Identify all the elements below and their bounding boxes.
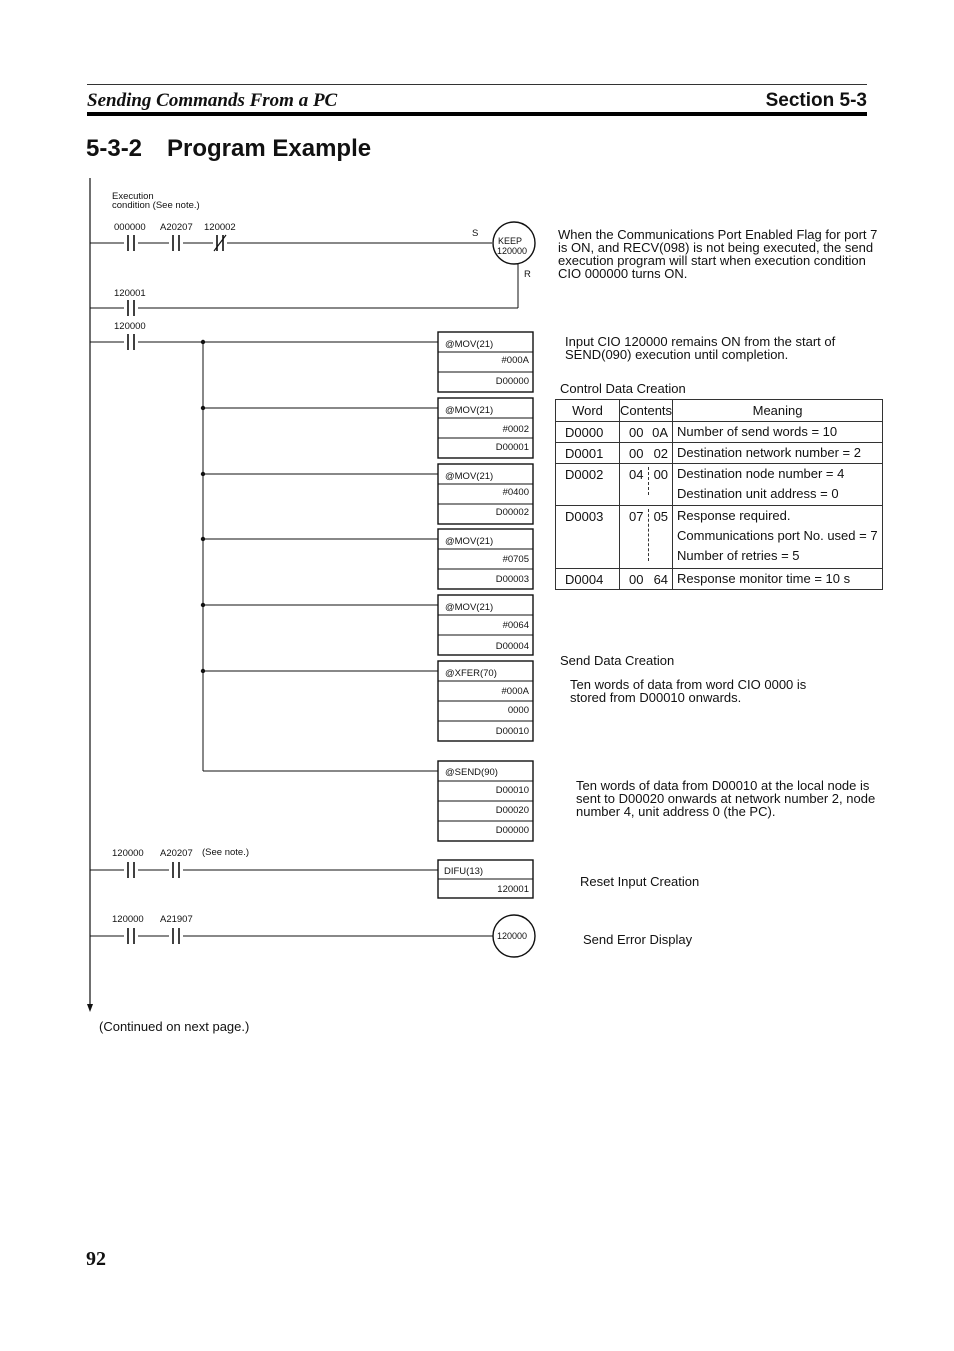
label-a20207-r4: A20207 xyxy=(160,848,193,859)
table-row xyxy=(556,443,883,464)
label-reset: R xyxy=(524,269,531,280)
label-a20207: A20207 xyxy=(160,222,193,233)
note-line: Ten words of data from D00010 at the local node is xyxy=(576,778,870,793)
instr-name: @MOV(21) xyxy=(445,536,494,547)
label-a21907: A21907 xyxy=(160,914,193,925)
cell-hi: 07 xyxy=(629,509,644,524)
instr-name: @MOV(21) xyxy=(445,602,494,613)
cell-meaning: Destination network number = 2 xyxy=(677,445,861,460)
cell-meaning: Destination unit address = 0 xyxy=(677,486,839,501)
instr-name: @XFER(70) xyxy=(445,668,497,679)
table-row xyxy=(556,569,883,590)
reset-input-note: Reset Input Creation xyxy=(580,874,700,889)
page-number: 92 xyxy=(86,1248,106,1270)
instr-op: D00000 xyxy=(495,825,529,836)
cell-meaning: Destination node number = 4 xyxy=(677,466,845,481)
contact-000000 xyxy=(124,233,138,253)
difu-operand: 120001 xyxy=(497,884,529,895)
instr-op: D00020 xyxy=(495,805,529,816)
exec-note-line1: Execution xyxy=(112,191,154,202)
contact-120000 xyxy=(124,332,138,352)
heading-number: 5-3-2 xyxy=(86,135,143,162)
label-120001: 120001 xyxy=(114,288,146,299)
instr-op: #0400 xyxy=(502,487,529,498)
note-line: When the Communications Port Enabled Flag for port 7 xyxy=(558,227,878,242)
cell-lo: 0A xyxy=(652,425,669,440)
instr-op: #0705 xyxy=(502,554,529,565)
cell-word: D0001 xyxy=(556,443,620,464)
cell-word: D0002 xyxy=(556,464,620,506)
note-line: stored from D00010 onwards. xyxy=(570,690,742,705)
control-data-table xyxy=(555,399,883,590)
send-data-title: Send Data Creation xyxy=(560,653,675,668)
contact-120000-r5 xyxy=(124,926,138,946)
cell-meaning: Response monitor time = 10 s xyxy=(677,571,851,586)
cell-hi: 00 xyxy=(629,572,644,587)
instr-op: D00000 xyxy=(495,376,529,387)
instr-name: @MOV(21) xyxy=(445,471,494,482)
cell-hi: 00 xyxy=(629,425,644,440)
control-data-title: Control Data Creation xyxy=(560,381,686,396)
see-note: (See note.) xyxy=(202,847,249,858)
table-row xyxy=(556,506,883,569)
contact-120001 xyxy=(124,298,138,318)
cell-hi: 04 xyxy=(629,467,644,482)
contact-a20207 xyxy=(169,233,183,253)
cell-lo: 00 xyxy=(653,467,669,482)
col-meaning: Meaning xyxy=(673,400,883,422)
cell-lo: 05 xyxy=(653,509,669,524)
col-word: Word xyxy=(556,400,620,422)
cell-hi: 00 xyxy=(629,446,644,461)
instr-op: 0000 xyxy=(507,705,529,716)
continued-note: (Continued on next page.) xyxy=(99,1019,250,1034)
keep-operand: 120000 xyxy=(497,246,528,256)
contact-120002-nc xyxy=(213,233,227,253)
label-000000: 000000 xyxy=(114,222,146,233)
note-line: Input CIO 120000 remains ON from the start of xyxy=(565,334,836,349)
cell-word: D0003 xyxy=(556,506,620,569)
note-line: number 4, unit address 0 (the PC). xyxy=(576,804,776,819)
table-row xyxy=(556,422,883,443)
contact-120000-r4 xyxy=(124,860,138,880)
comm-port-note xyxy=(558,228,877,280)
note-line: is ON, and RECV(098) is not being executed, the send xyxy=(558,240,874,255)
send-error-note: Send Error Display xyxy=(583,932,693,947)
instr-name: @SEND(90) xyxy=(445,767,498,778)
instr-op: D00004 xyxy=(495,641,529,652)
label-120000-r5: 120000 xyxy=(112,914,144,925)
instr-op: #0002 xyxy=(502,424,529,435)
cell-lo: 02 xyxy=(653,446,669,461)
col-contents: Contents xyxy=(620,400,673,422)
note-line: sent to D00020 onwards at network number 2, node xyxy=(576,791,876,806)
section-label: Section 5-3 xyxy=(765,90,867,111)
cell-meaning: Communications port No. used = 7 xyxy=(677,528,878,543)
cell-lo: 64 xyxy=(653,572,669,587)
instr-op: #0064 xyxy=(502,620,529,631)
label-120002: 120002 xyxy=(204,222,236,233)
heading-title: Program Example xyxy=(167,135,372,162)
note-line: Ten words of data from word CIO 0000 is xyxy=(570,677,807,692)
instr-op: D00002 xyxy=(495,507,529,518)
instr-name: @MOV(21) xyxy=(445,339,494,350)
contact-a21907 xyxy=(169,926,183,946)
table-row xyxy=(556,464,883,506)
difu-name: DIFU(13) xyxy=(444,866,484,877)
contact-a20207-r4 xyxy=(169,860,183,880)
coil-label: 120000 xyxy=(497,931,528,941)
input-cio-note xyxy=(565,335,835,361)
cell-meaning: Number of retries = 5 xyxy=(677,548,800,563)
cell-meaning: Number of send words = 10 xyxy=(677,424,838,439)
cell-word: D0000 xyxy=(556,422,620,443)
instr-op: D00003 xyxy=(495,574,529,585)
instr-op: D00010 xyxy=(495,785,529,796)
chapter-title: Sending Commands From a PC xyxy=(87,90,338,111)
note-line: execution program will start when execution condition xyxy=(558,253,866,268)
table-header xyxy=(556,400,883,422)
instr-op: D00001 xyxy=(495,442,529,453)
send-data-desc xyxy=(570,678,806,704)
label-set: S xyxy=(472,228,479,239)
instr-name: @MOV(21) xyxy=(445,405,494,416)
instr-op: D00010 xyxy=(495,726,529,737)
note-line: SEND(090) execution until completion. xyxy=(565,347,789,362)
instr-op: #000A xyxy=(501,355,529,366)
label-120000: 120000 xyxy=(114,321,146,332)
send-exec-note xyxy=(576,779,875,818)
cell-word: D0004 xyxy=(556,569,620,590)
label-120000-r4: 120000 xyxy=(112,848,144,859)
note-line: CIO 000000 turns ON. xyxy=(558,266,688,281)
instr-op: #000A xyxy=(501,686,529,697)
cell-meaning: Response required. xyxy=(677,508,791,523)
keep-label: KEEP xyxy=(498,236,523,246)
exec-note-line2: condition (See note.) xyxy=(112,200,200,211)
